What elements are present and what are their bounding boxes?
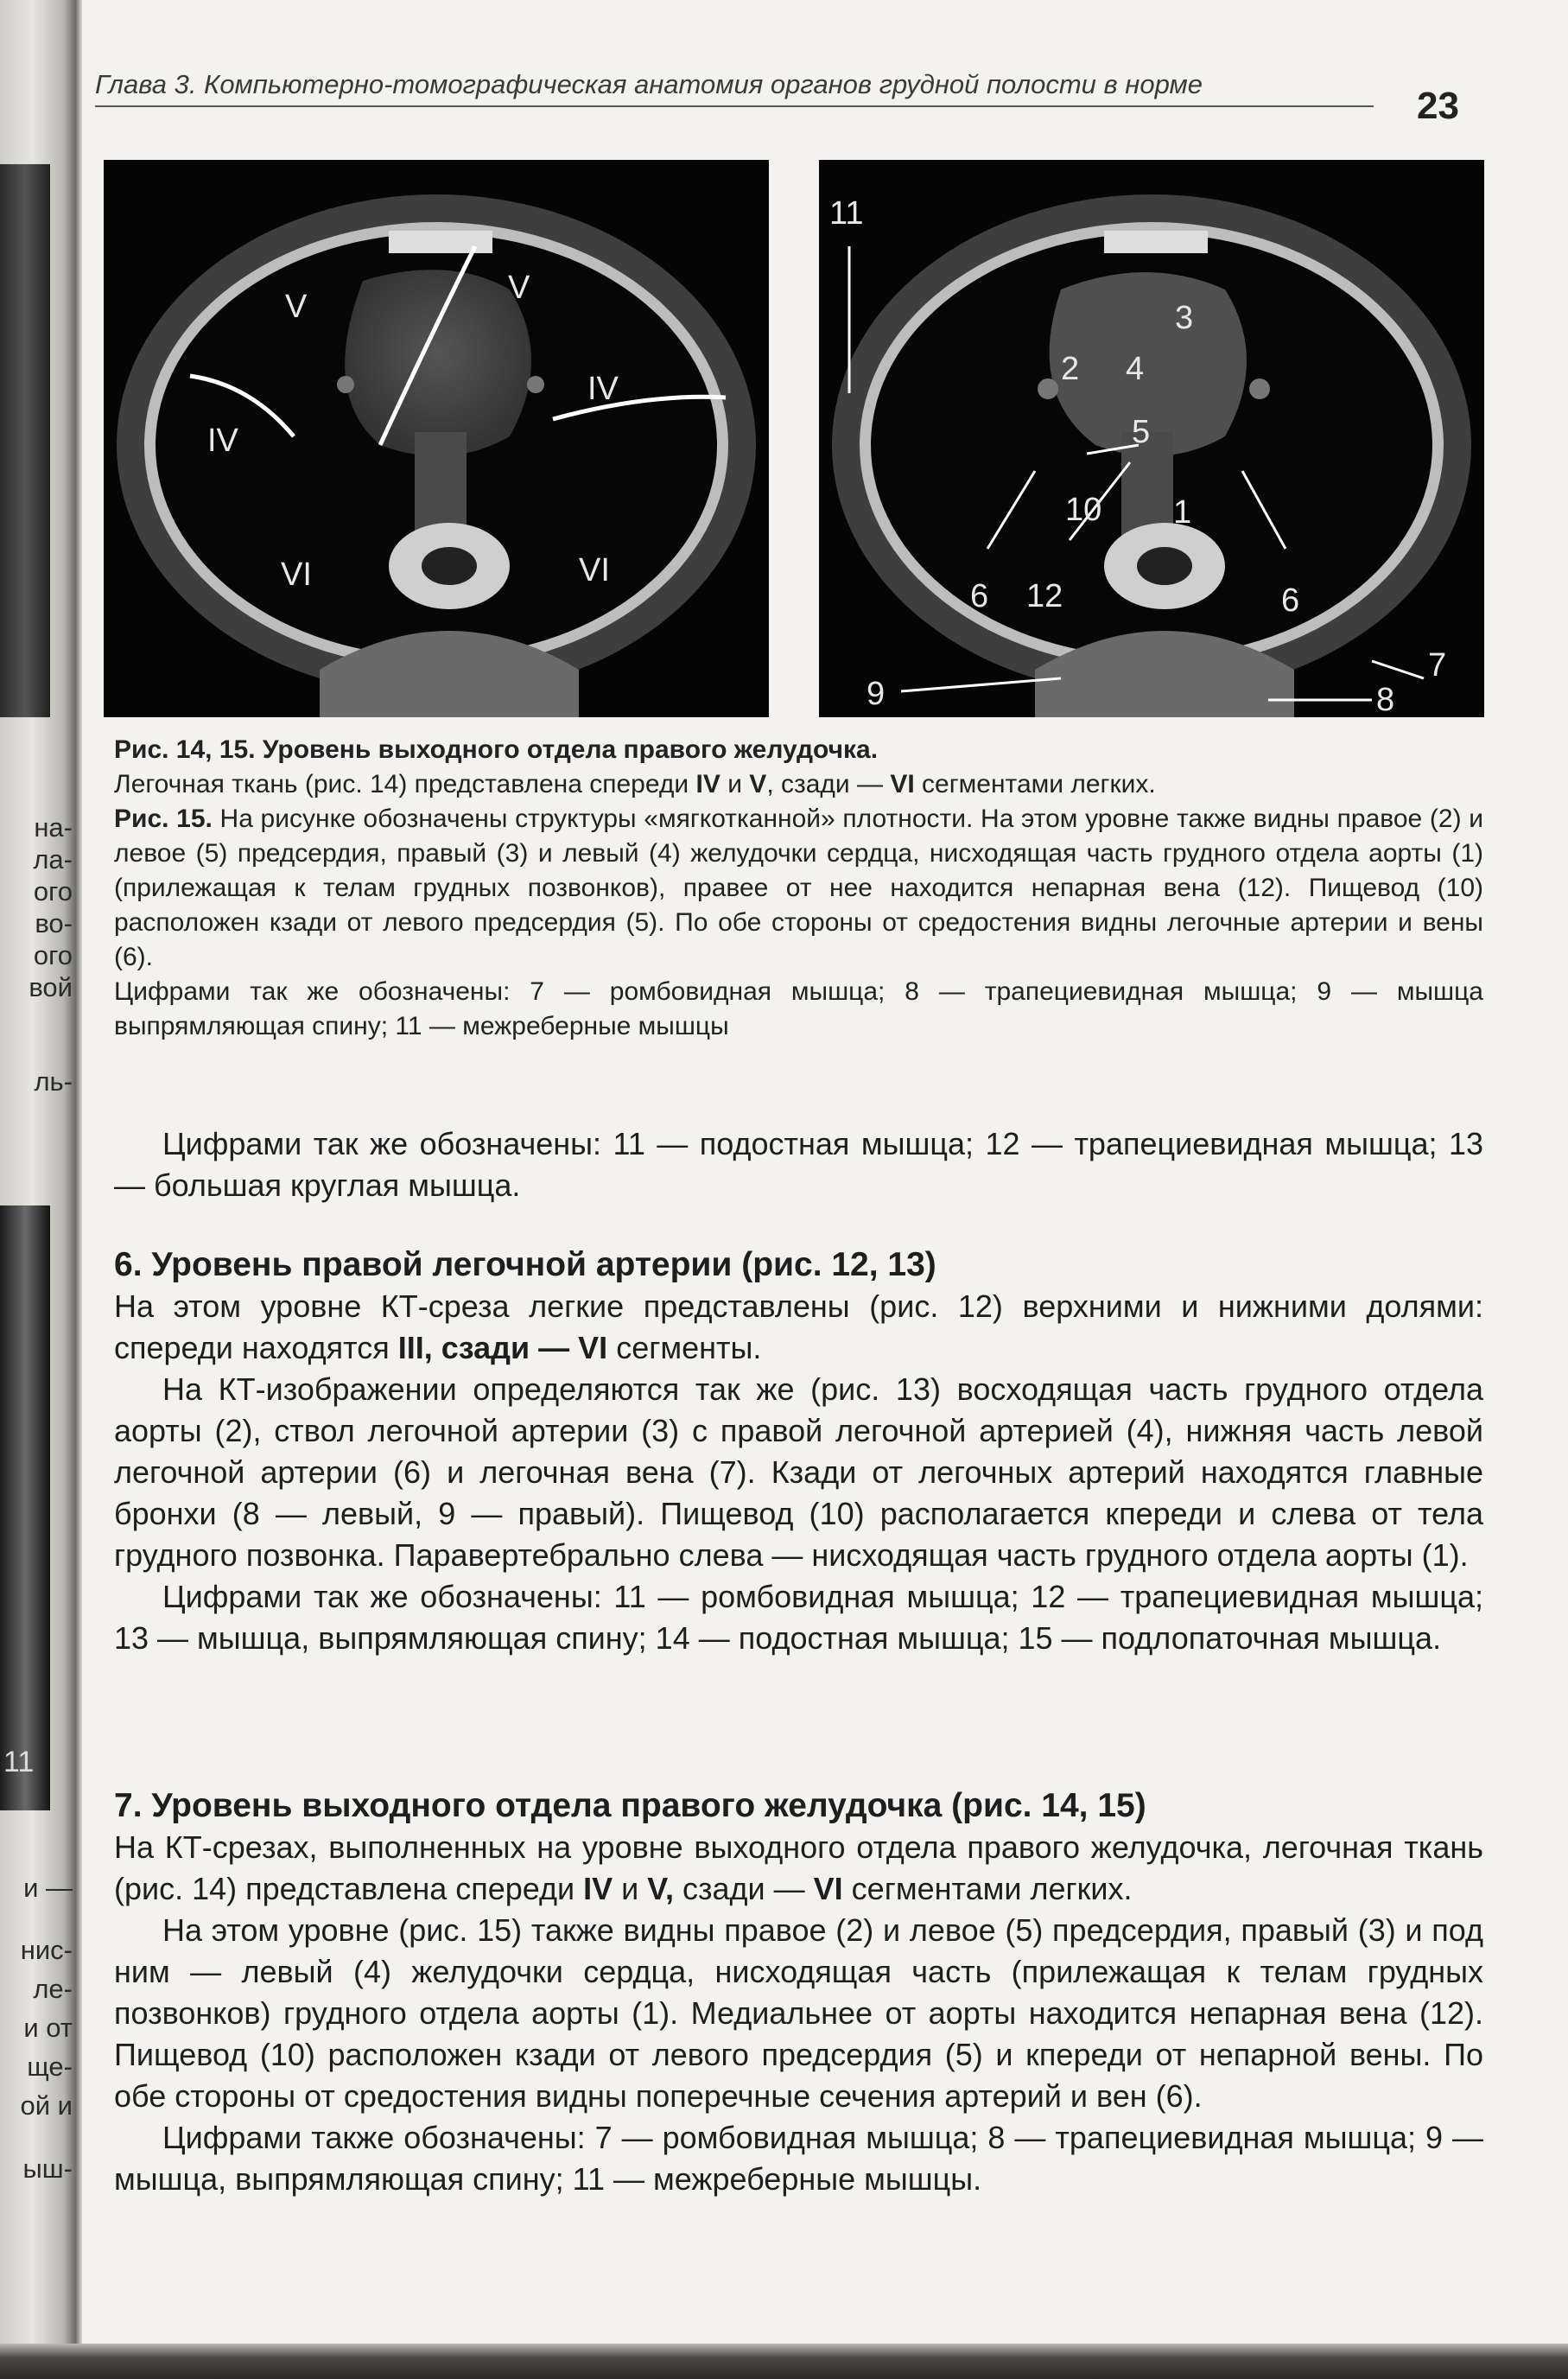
figure-caption bbox=[114, 733, 1483, 1044]
previous-page-figure-bottom bbox=[0, 1205, 50, 1810]
ct-label: IV bbox=[207, 423, 238, 459]
previous-page-fragment: ла- bbox=[33, 844, 73, 875]
body-text-carryover bbox=[114, 1123, 1483, 1206]
ct-figure-15 bbox=[819, 160, 1484, 717]
section-6 bbox=[114, 1244, 1483, 1659]
page-bottom-edge bbox=[0, 2344, 1568, 2379]
ct-figure-14 bbox=[104, 160, 769, 717]
ct-label: VI bbox=[281, 557, 312, 593]
previous-page-fragment: ще- bbox=[27, 2051, 73, 2082]
paragraph: На КТ-срезах, выполненных на уровне выходного отдела правого желудочка, легочная ткань (рис. 14) представлена спереди IV и V, сзади — VI сегментами легких. bbox=[114, 1829, 1483, 1906]
running-head: Глава 3. Компьютерно-томографическая анатомия органов грудной полости в норме bbox=[95, 69, 1374, 107]
ct-label: 11 bbox=[829, 195, 864, 232]
caption-fig15: Рис. 15. На рисунке обозначены структуры «мягкотканной» плотности. На этом уровне также видны правое (2) и левое (5) предсердия, правый (3) и левый (4) желудочки сердца, нисходящая часть грудного отдела аорты (1) (прилежащая к телам грудных позвонков), правее от нее находится непарная вена (12). Пищевод (10) расположен кзади от левого предсердия (5). По обе стороны от средостения видны легочные артерии и вены (6). bbox=[114, 805, 1483, 971]
ct-label: 7 bbox=[1428, 647, 1447, 684]
ct-label: 5 bbox=[1132, 414, 1151, 450]
ct-label: 9 bbox=[867, 676, 886, 712]
previous-page-fragment: ого bbox=[33, 940, 73, 970]
previous-page-fragment: ль- bbox=[34, 1066, 73, 1097]
caption-line-fig14: Легочная ткань (рис. 14) представлена спереди IV и V, сзади — VI сегментами легких. bbox=[114, 770, 1156, 798]
previous-page-fragment: во- bbox=[35, 908, 73, 938]
previous-page-fragment: нис- bbox=[20, 1935, 73, 1965]
page-number: 23 bbox=[1417, 85, 1459, 127]
previous-page-fragment: ле- bbox=[33, 1974, 73, 2004]
ct-label: V bbox=[508, 270, 530, 306]
ct-label: 6 bbox=[970, 578, 989, 614]
section-heading: 7. Уровень выходного отдела правого желудочка (рис. 14, 15) bbox=[114, 1787, 1146, 1824]
previous-page-figure-label: 11 bbox=[3, 1746, 35, 1778]
paragraph: Цифрами так же обозначены: 11 — ромбовидная мышца; 12 — трапециевидная мышца; 13 — мышца, выпрямляющая спину; 14 — подостная мышца; 15 — подлопаточная мышца. bbox=[114, 1579, 1483, 1656]
previous-page-fragment: и — bbox=[23, 1873, 73, 1903]
ct-label: VI bbox=[579, 552, 610, 588]
previous-page-fragment: на- bbox=[34, 812, 73, 843]
ct-label: 2 bbox=[1061, 351, 1080, 387]
previous-page-fragment: вой bbox=[29, 972, 73, 1002]
ct-label: 12 bbox=[1026, 578, 1063, 614]
paragraph: На КТ-изображении определяются так же (рис. 13) восходящая часть грудного отдела аорты (2), ствол легочной артерии (3) с правой легочной артерией (4), нижняя часть левой легочной артерии (6) и легочная вена (7). Кзади от легочных артерий находятся главные бронхи (8 — левый, 9 — правый). Пищевод (10) располагается кпереди и слева от тела грудного позвонка. Паравертебрально слева — нисходящая часть грудного отдела аорты (1). bbox=[114, 1371, 1483, 1573]
previous-page-fragment: и от bbox=[23, 2013, 73, 2043]
previous-page-fragment: ыш- bbox=[22, 2153, 73, 2184]
previous-page-fragment: ого bbox=[33, 876, 73, 906]
previous-page-fragment: ой и bbox=[20, 2090, 73, 2121]
ct-scan-image bbox=[104, 160, 769, 717]
paragraph: Цифрами так же обозначены: 11 — подостная мышца; 12 — трапециевидная мышца; 13 — большая круглая мышца. bbox=[114, 1126, 1483, 1203]
paragraph: На этом уровне КТ-среза легкие представлены (рис. 12) верхними и нижними долями: спереди находятся III, сзади — VI сегменты. bbox=[114, 1288, 1483, 1365]
paragraph: Цифрами также обозначены: 7 — ромбовидная мышца; 8 — трапециевидная мышца; 9 — мышца, выпрямляющая спину; 11 — межреберные мышцы. bbox=[114, 2120, 1483, 2197]
caption-numbers: Цифрами так же обозначены: 7 — ромбовидная мышца; 8 — трапециевидная мышца; 9 — мышца выпрямляющая спину; 11 — межреберные мышцы bbox=[114, 977, 1483, 1040]
ct-label: 10 bbox=[1065, 492, 1102, 528]
ct-label: 4 bbox=[1126, 351, 1145, 387]
ct-scan-image bbox=[819, 160, 1484, 717]
section-7 bbox=[114, 1785, 1483, 2200]
caption-title: Рис. 14, 15. Уровень выходного отдела правого желудочка. bbox=[114, 735, 879, 764]
ct-label: V bbox=[285, 289, 308, 325]
ct-label: IV bbox=[587, 371, 619, 407]
paragraph: На этом уровне (рис. 15) также видны правое (2) и левое (5) предсердия, правый (3) и под ним — левый (4) желудочки сердца, нисходящая часть (прилежащая к телам грудных позвонков) грудного отдела аорты (1). Медиальнее от аорты находится непарная вена (12). Пищевод (10) расположен кзади от левого предсердия (5) и кпереди от непарной вены. По обе стороны от средостения видны поперечные сечения артерий и вен (6). bbox=[114, 1912, 1483, 2114]
ct-label: 6 bbox=[1281, 582, 1300, 619]
ct-label: 3 bbox=[1175, 300, 1194, 336]
ct-label: 1 bbox=[1173, 494, 1192, 531]
ct-label: 8 bbox=[1376, 682, 1395, 717]
previous-page-figure-top bbox=[0, 164, 50, 717]
section-heading: 6. Уровень правой легочной артерии (рис. 12, 13) bbox=[114, 1246, 936, 1283]
